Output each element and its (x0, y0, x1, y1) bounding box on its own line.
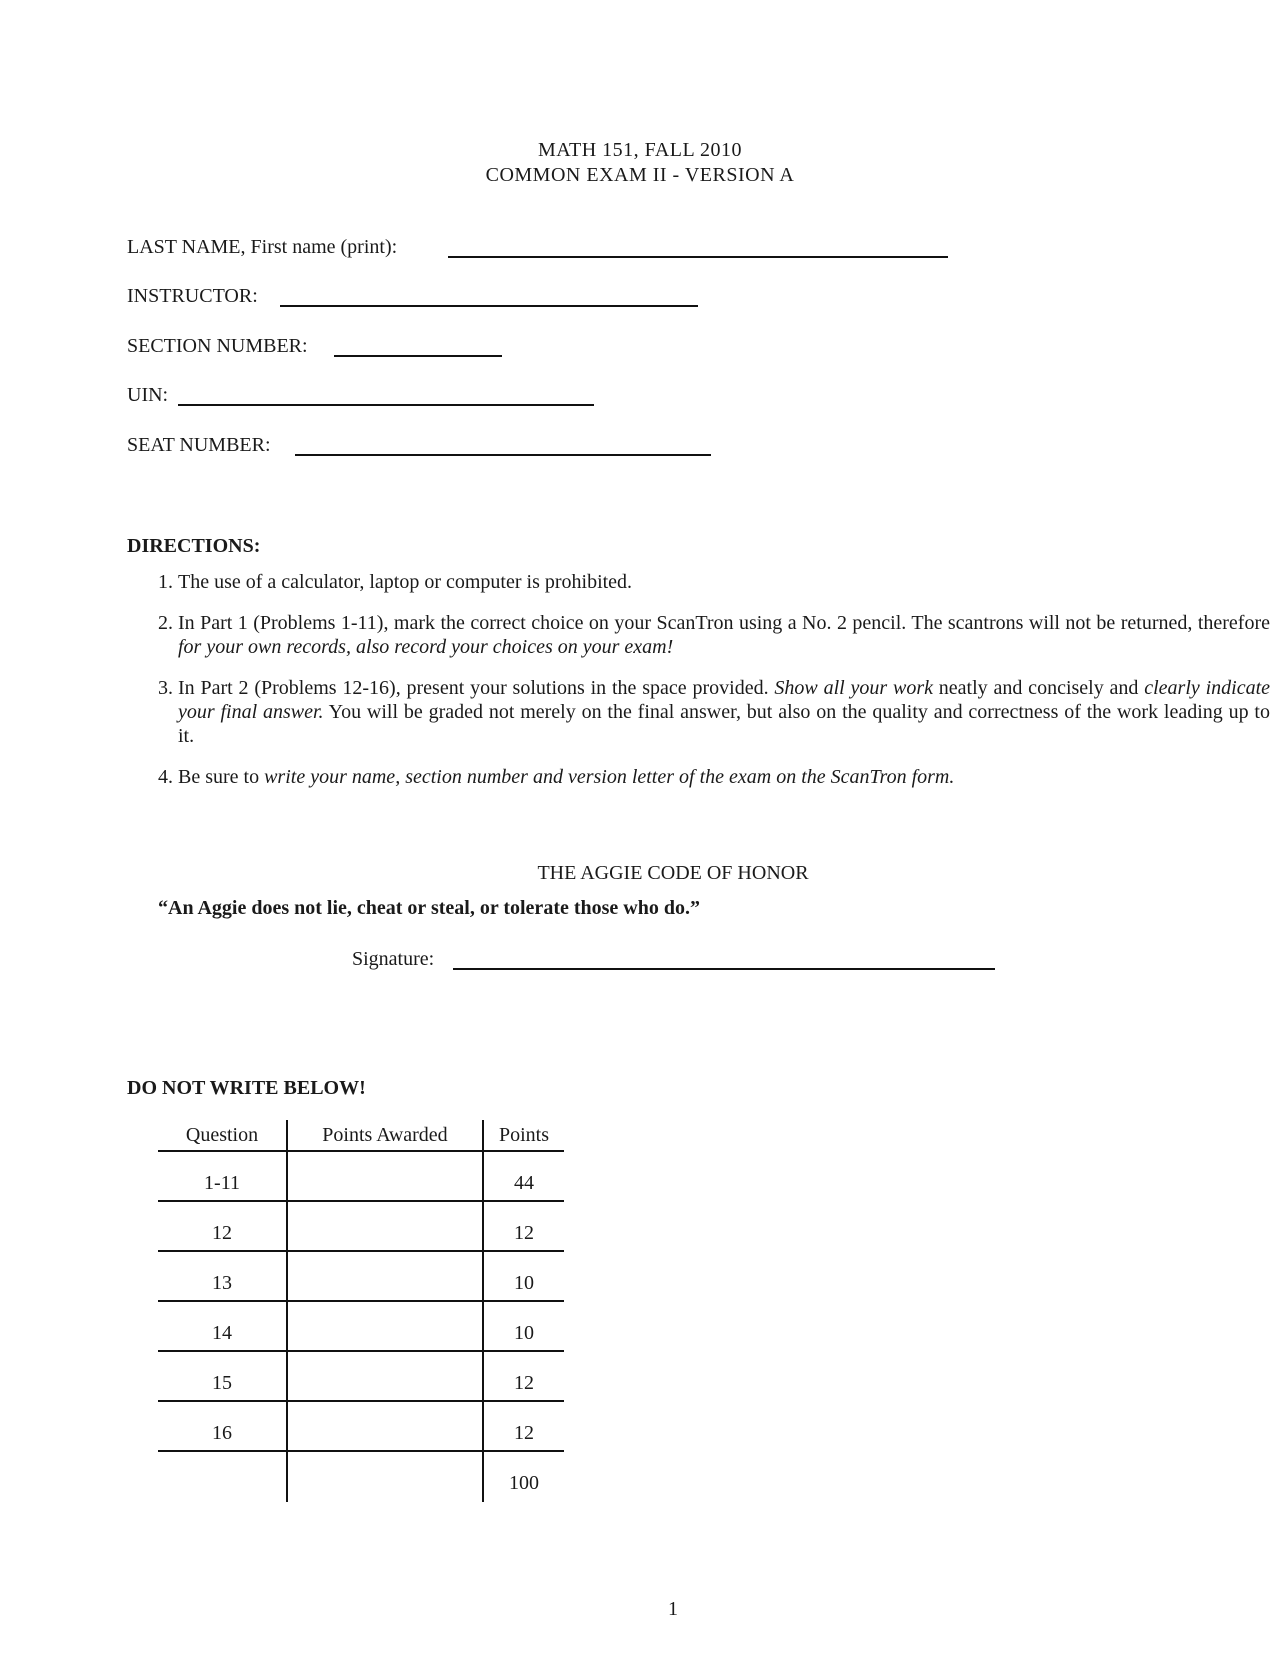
page-number: 1 (668, 1598, 678, 1620)
directions-heading: DIRECTIONS: (127, 535, 261, 557)
row-question: 13 (212, 1272, 232, 1294)
instructor-field[interactable] (127, 285, 258, 308)
section-number-field[interactable] (127, 335, 308, 358)
name-field[interactable] (127, 236, 397, 259)
uin-field-label: UIN: (127, 384, 169, 406)
seat-number-field[interactable] (127, 434, 271, 457)
direction-text: The use of a calculator, laptop or computer is prohibited. (178, 571, 633, 593)
direction-item (178, 570, 1270, 594)
name-field-label: LAST NAME, First name (print): (127, 236, 398, 258)
direction-text: write your name, section number and version letter of the exam on the ScanTron form. (264, 766, 955, 788)
row-rule (158, 1450, 564, 1452)
row-question: 1-11 (204, 1172, 240, 1194)
section-number-field-label: SECTION NUMBER: (127, 335, 308, 357)
instructor-field-line[interactable] (280, 305, 698, 307)
exam-title-line2: COMMON EXAM II - VERSION A (485, 164, 795, 186)
direction-text: clearly indicate your final answer. (178, 677, 1271, 723)
direction-text: neatly and concisely and (932, 677, 1145, 699)
honor-code-quote: “An Aggie does not lie, cheat or steal, or tolerate those who do.” (158, 897, 700, 919)
row-question: 12 (212, 1222, 232, 1244)
honor-code-heading: THE AGGIE CODE OF HONOR (537, 862, 809, 884)
total-points: 100 (509, 1472, 539, 1494)
row-rule (158, 1400, 564, 1402)
row-points: 10 (514, 1322, 534, 1344)
row-question: 15 (212, 1372, 232, 1394)
signature-label: Signature: (352, 948, 435, 970)
direction-text: In Part 2 (Problems 12-16), present your solutions in the space provided. (178, 677, 775, 699)
seat-number-field-label: SEAT NUMBER: (127, 434, 271, 456)
direction-item (178, 676, 1270, 748)
column-header-points: Points (498, 1124, 550, 1146)
direction-text: You will be graded not merely on the final answer, but also on the quality and correctness of the work leading up to it. (178, 701, 1270, 747)
row-points: 10 (514, 1272, 534, 1294)
direction-item (178, 611, 1270, 659)
uin-field-line[interactable] (178, 404, 594, 406)
row-question: 14 (212, 1322, 232, 1344)
direction-text: Be sure to (178, 766, 265, 788)
section-number-field-line[interactable] (334, 355, 502, 357)
direction-text: Show all your work (774, 677, 933, 699)
row-question: 16 (212, 1422, 232, 1444)
seat-number-field-line[interactable] (295, 454, 711, 456)
name-field-line[interactable] (448, 256, 948, 258)
column-header-question: Question (185, 1124, 259, 1146)
direction-text: In Part 1 (Problems 1-11), mark the correct choice on your ScanTron using a No. 2 pencil. The scantrons will not be returned, therefore (178, 612, 1270, 634)
row-points: 12 (514, 1372, 534, 1394)
row-rule (158, 1350, 564, 1352)
row-points: 44 (514, 1172, 534, 1194)
row-points: 12 (514, 1422, 534, 1444)
exam-title-line1: MATH 151, FALL 2010 (538, 139, 742, 161)
do-not-write-heading: DO NOT WRITE BELOW! (127, 1077, 366, 1099)
directions-list (127, 570, 1270, 806)
uin-field[interactable] (127, 384, 168, 407)
column-divider-2 (482, 1120, 484, 1502)
column-header-points-awarded: Points Awarded (322, 1124, 448, 1146)
signature-line[interactable] (453, 968, 995, 970)
instructor-field-label: INSTRUCTOR: (127, 285, 258, 307)
direction-text: for your own records, also record your choices on your exam! (178, 636, 674, 658)
column-divider-1 (286, 1120, 288, 1502)
row-points: 12 (514, 1222, 534, 1244)
row-rule (158, 1200, 564, 1202)
header-rule (158, 1150, 564, 1152)
direction-item (178, 765, 1270, 789)
row-rule (158, 1250, 564, 1252)
row-rule (158, 1300, 564, 1302)
